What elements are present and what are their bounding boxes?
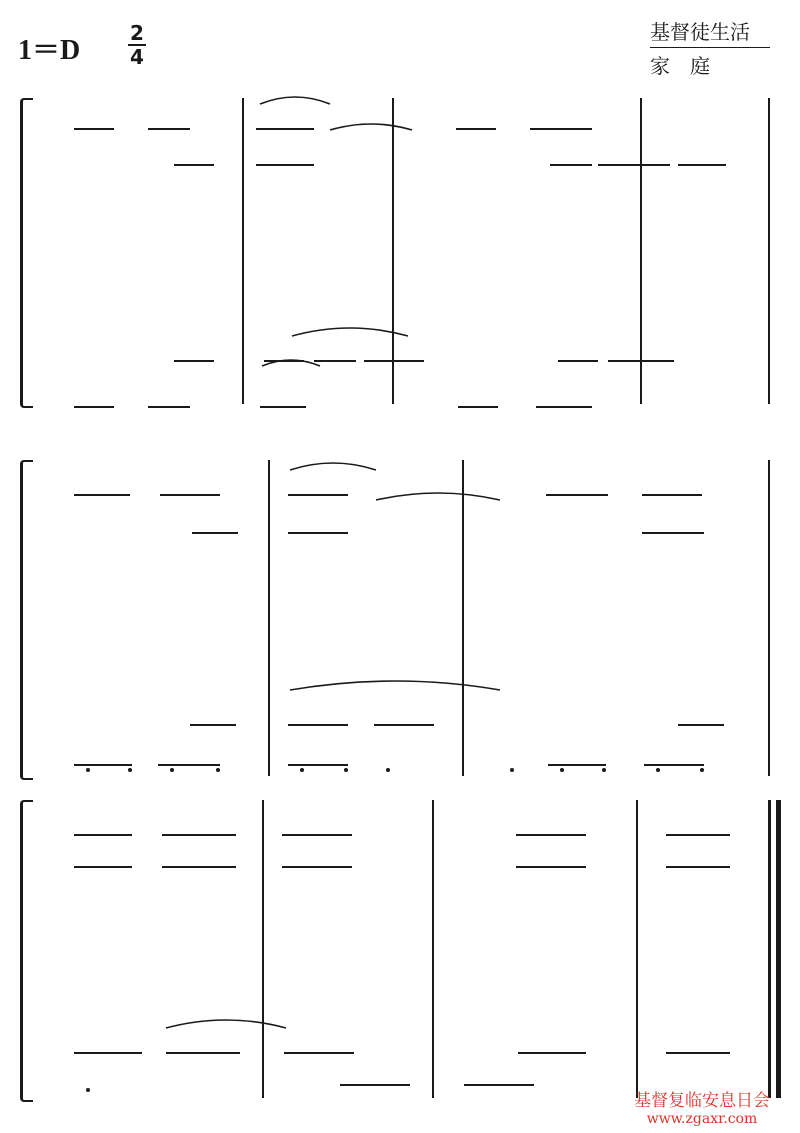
- slur: [292, 328, 408, 336]
- octave-dot: [560, 768, 564, 772]
- octave-dot: [700, 768, 704, 772]
- slur: [330, 124, 412, 130]
- octave-dot: [386, 768, 390, 772]
- watermark-site-url: www.zgaxr.com: [646, 1111, 758, 1127]
- octave-dot: [656, 768, 660, 772]
- octave-dot: [300, 768, 304, 772]
- key-signature: 1＝D: [18, 35, 81, 66]
- slur: [262, 360, 320, 366]
- watermark-site-name: 基督复临安息日会: [634, 1091, 770, 1111]
- octave-dot: [216, 768, 220, 772]
- octave-dot: [510, 768, 514, 772]
- octave-dot: [170, 768, 174, 772]
- slur: [166, 1020, 286, 1028]
- octave-dot: [128, 768, 132, 772]
- time-signature-bottom: 4: [130, 45, 144, 69]
- category-line-2: 家 庭: [650, 54, 710, 78]
- category-line-1: 基督徒生活: [650, 16, 770, 48]
- slur: [260, 97, 330, 104]
- watermark: [612, 1086, 792, 1127]
- octave-dot: [86, 1088, 90, 1092]
- octave-dot: [602, 768, 606, 772]
- octave-dot: [344, 768, 348, 772]
- time-signature-top: 2: [130, 21, 144, 45]
- slur: [290, 463, 376, 470]
- slur: [290, 681, 500, 690]
- octave-dot: [86, 768, 90, 772]
- slur: [376, 493, 500, 500]
